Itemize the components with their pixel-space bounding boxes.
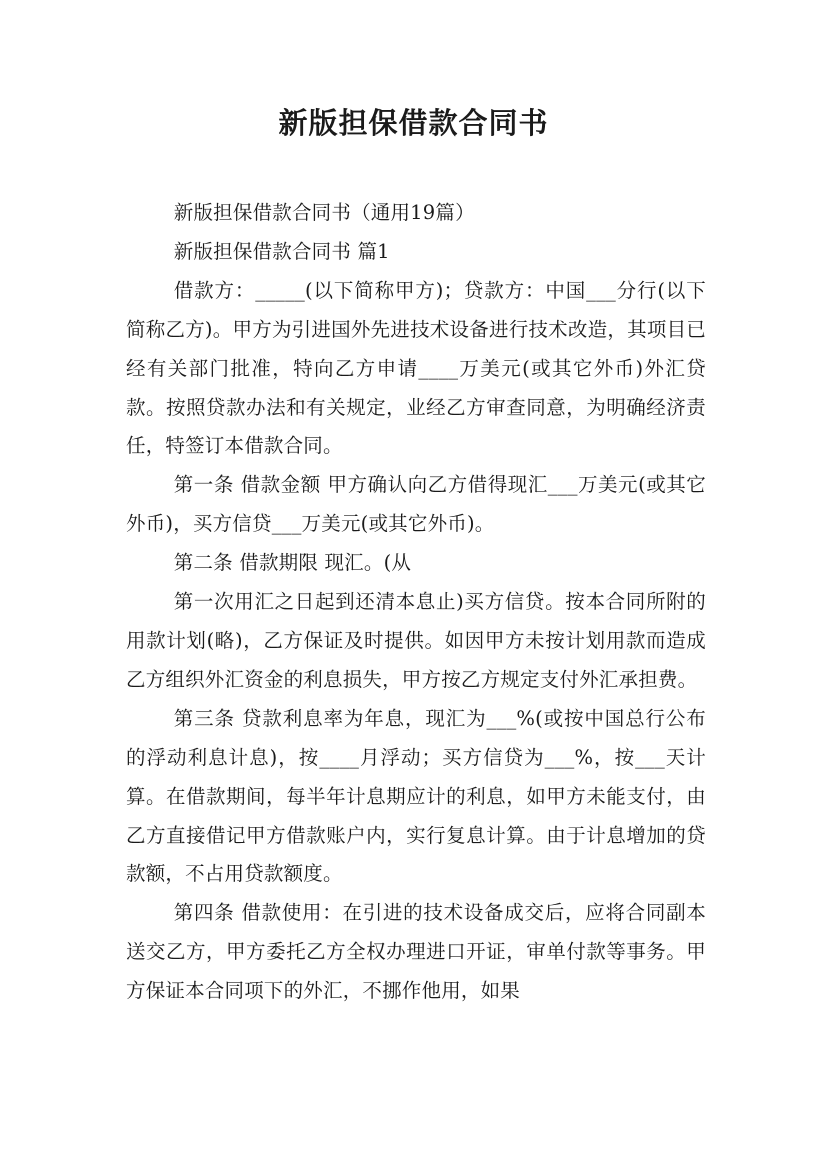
document-title: 新版担保借款合同书 [278, 106, 549, 140]
paragraph-parties: 借款方：_____(以下简称甲方)；贷款方：中国___分行(以下简称乙方)。甲方为引进国外先进技术设备进行技术改造，其项目已经有关部门批准，特向乙方申请____万美元(或其它外币)外汇贷款。按照贷款办法和有关规定，业经乙方审查同意，为明确经济责任，特签订本借款合同。 [126, 278, 706, 458]
document-body [126, 194, 706, 1011]
paragraph-article-3: 第三条 贷款利息率为年息，现汇为___%(或按中国总行公布的浮动利息计息)，按____月浮动；买方信贷为___%，按___天计算。在借款期间，每半年计息期应计的利息，如甲方未能支付，由乙方直接借记甲方借款账户内，实行复息计算。由于计息增加的贷款额，不占用贷款额度。 [126, 706, 706, 886]
paragraph-subtitle: 新版担保借款合同书（通用19篇） [173, 201, 475, 224]
paragraph-section-heading: 新版担保借款合同书 篇1 [173, 239, 390, 263]
paragraph-article-2: 第二条 借款期限 现汇。(从 [173, 551, 412, 575]
paragraph-article-2-cont: 第一次用汇之日起到还清本息止)买方信贷。按本合同所附的用款计划(略)，乙方保证及时提供。如因甲方未按计划用款而造成乙方组织外汇资金的利息损失，甲方按乙方规定支付外汇承担费。 [126, 590, 706, 691]
paragraph-article-4: 第四条 借款使用：在引进的技术设备成交后，应将合同副本送交乙方，甲方委托乙方全权办理进口开证，审单付款等事务。甲方保证本合同项下的外汇，不挪作他用，如果 [126, 901, 706, 1003]
paragraph-article-1: 第一条 借款金额 甲方确认向乙方借得现汇___万美元(或其它外币)，买方信贷___万美元(或其它外币)。 [126, 473, 706, 536]
